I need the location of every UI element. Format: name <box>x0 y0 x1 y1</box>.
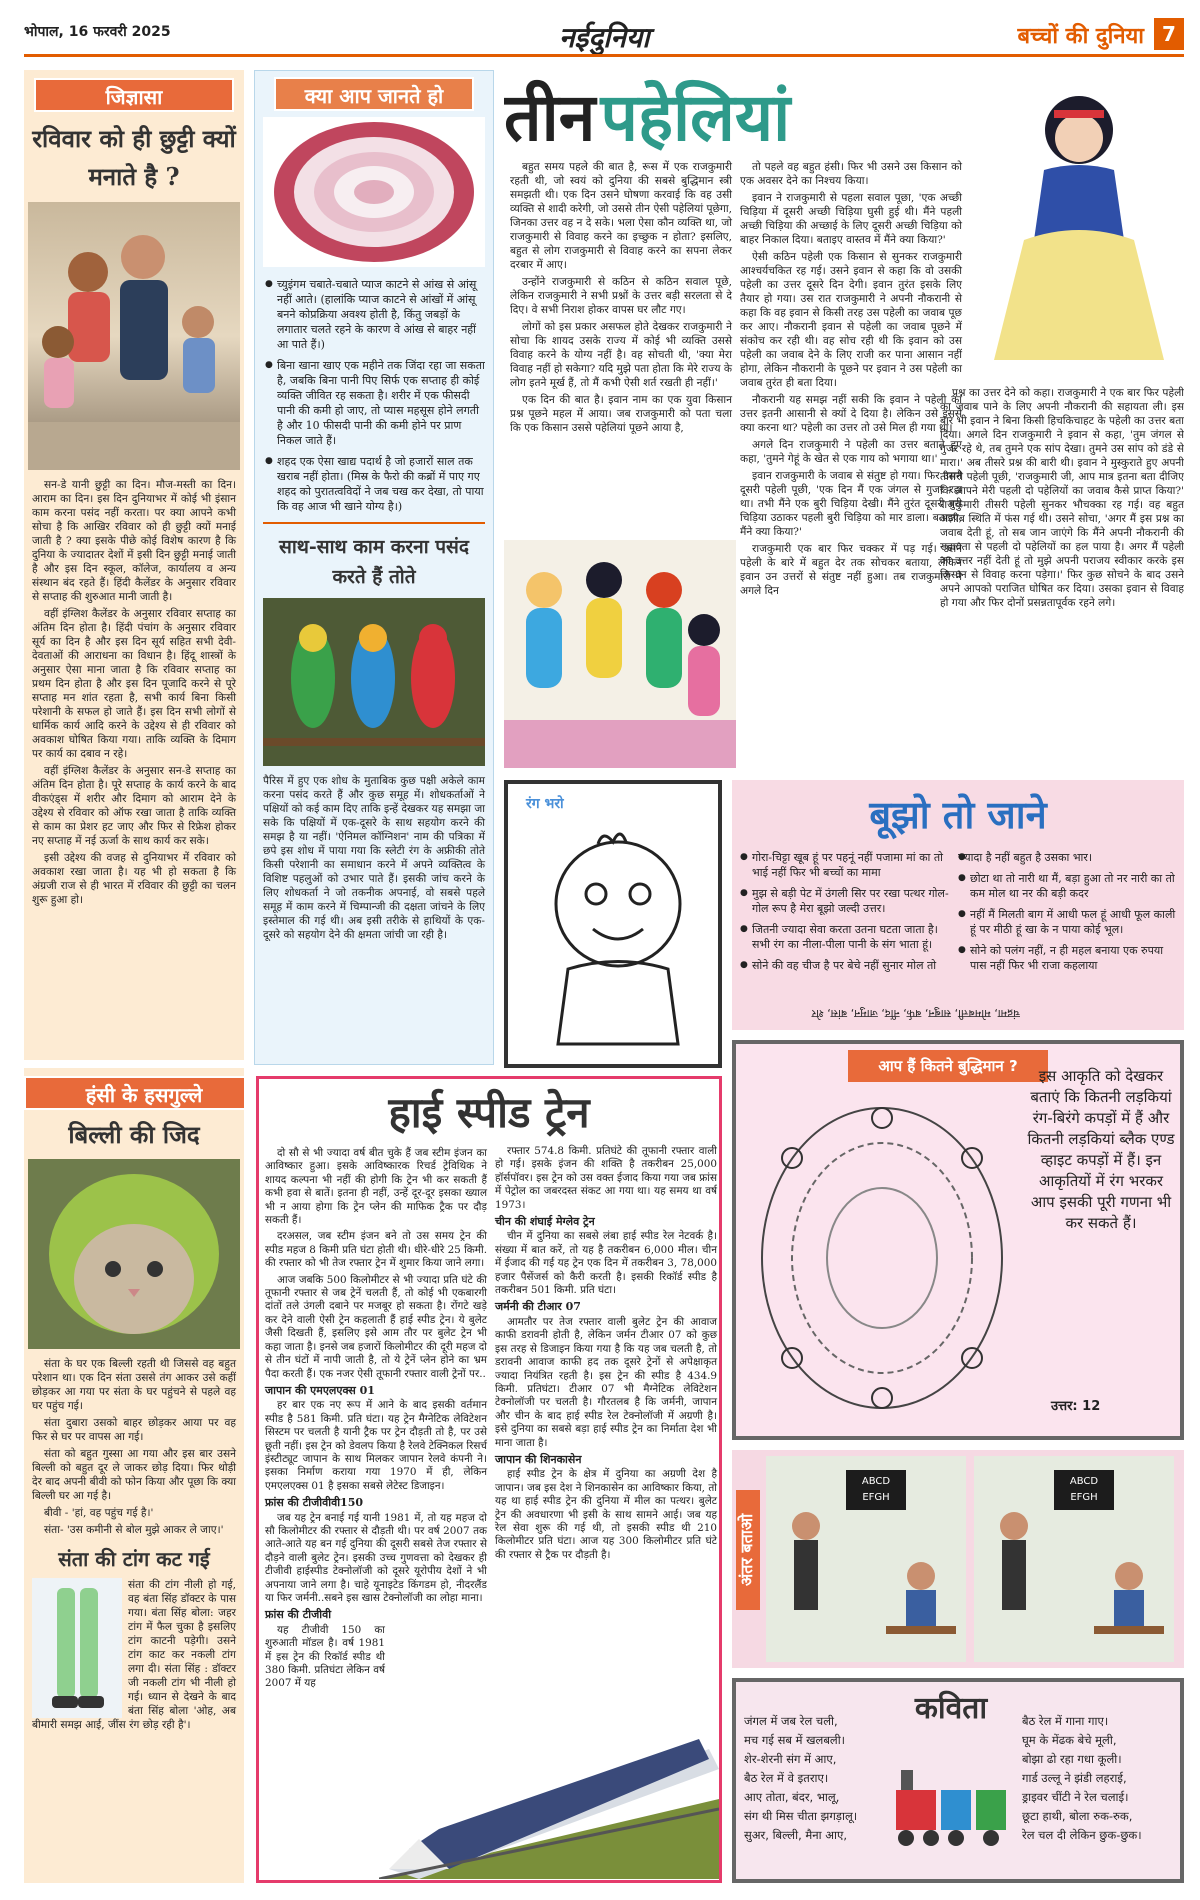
poem-line: घूम के मेंढक बेचे मूली, <box>1022 1733 1117 1747</box>
train-subhead: चीन की शंघाई मेग्लेव ट्रेन <box>495 1215 595 1229</box>
parrot-title: साथ-साथ काम करना पसंद करते हैं तोते <box>279 536 469 588</box>
riddle-item: ● नहीं मैं मिलती बाग में आधी फल हूं आधी फूल काली हूं पर मीठी हूं खा के न पाया कोई भूल। <box>958 907 1176 937</box>
teen-para: ऐसी कठिन पहेली एक किसान से सुनकर राजकुमारी आश्चर्यचकित रह गई। उसने इवान से कहा कि वो उसकी पहेली का उत्तर दूसरे दिन देगी। इवान तुरंत इसके लिए तैयार हो गया। उस रात राजकुमारी ने अपनी नौकरानी से कहा कि वह इवान से किसी तरह उस पहेली का जवाब पूछ कर आए। नौकरानी इवान से पहेली का जवाब पूछने में संकोच कर रही थी। वह सोच रही थी कि इवान को उस पहेली का जवाब देने के लिए राजी कर पाना आसान नहीं होगा, लेकिन नौकरानी के पूछने पर इवान ने उस पहेली का जवाब तुरंत ही बता दिया। <box>740 251 962 389</box>
hasi-tag: हंसी के हसगुल्ले <box>24 1076 244 1110</box>
kavita-title: कविता <box>914 1691 988 1726</box>
jigyasa-title: रविवार को ही छुट्टी क्यों मनाते है ? <box>32 124 236 191</box>
section-title: बच्चों की दुनिया <box>1017 24 1144 49</box>
onion-photo <box>263 117 485 267</box>
riddles-left <box>740 850 952 979</box>
fact-item: ● च्युइंगम चबाते-चबाते प्याज काटने से आंख से आंसू नहीं आते। (हालांकि प्याज काटने से आंखों में आंसू बनने कोप्रक्रिया अवश्य होती है, किंतु जबड़ों के लगातार चलते रहने के कारण वे आंख से बाहर नहीं आ पाते हैं।) <box>265 277 485 352</box>
riddles-right <box>958 850 1176 979</box>
buddhiman-panel <box>732 1040 1184 1440</box>
poem-line: बैठ रेल में वे इतराए। <box>744 1771 829 1785</box>
train-para: दरअसल, जब स्टीम इंजन बने तो उस समय ट्रेन की स्पीड महज 8 किमी प्रति घंटा होती थी। धीरे-धीरे 25 किमी. की रफ्तार को भी तेज रफ्तार ट्रेन में शुमार किया जाने लगा। <box>265 1230 487 1270</box>
train-title: हाई स्पीड ट्रेन <box>388 1088 590 1137</box>
teen-title-b: पहेलियां <box>600 78 791 156</box>
kya-aap-jante-panel <box>254 70 494 1065</box>
girls-puzzle-icon <box>742 1088 1022 1428</box>
hasi-story <box>24 1349 244 1537</box>
teen-para: नौकरानी यह समझ नहीं सकी कि इवान ने पहेली का उत्तर इतनी आसानी से क्यों दे दिया है। लेकिन उसे इससे क्या करना था? पहेली का उत्तर तो उसे मिल ही गया था। <box>740 394 962 434</box>
bullet-train-icon <box>379 1679 719 1879</box>
teen-para: उन्होंने राजकुमारी से कठिन से कठिन सवाल पूछे, लेकिन राजकुमारी ने सभी प्रश्नों के उत्तर बड़ी सरलता से दे दिए। वे सभी निराश होकर वापस घर लौट गए। <box>510 276 732 316</box>
snow-white-illustration <box>974 70 1184 380</box>
hasi-para: बीवी - 'हां, वह पहुंच गई है।' <box>44 1507 154 1519</box>
jigyasa-tag: जिज्ञासा <box>34 78 234 112</box>
train-para: जब यह ट्रेन बनाई गई यानी 1981 में, तो यह महज दो सौ किलोमीटर की रफ्तार से दौड़ती थी। पर वर्ष 2007 तक आते-आते यह बन गई दुनिया की दूसरी सबसे तेज रफ्तार से दौड़ने वाली बुलेट ट्रेन। इसकी उच्च गुणवत्ता को देखकर ही टीजीवी हाईस्पीड टेक्नोलॉजी को दूसरे यूरोपीय देशों ने भी अपनाया जाने लगा है। चाहे यूनाइटेड किंगडम हो, नीदरलैंड या फिर जर्मनी..सबने इस खास टेक्नोलॉजी का लोहा माना। <box>265 1511 487 1604</box>
board-line: ABCD <box>861 1476 891 1487</box>
jigyasa-para: सन-डे यानी छुट्टी का दिन। मौज-मस्ती का दिन। आराम का दिन। इस दिन दुनियाभर में कोई भी इंसान काम करना पसंद नहीं करता। पर क्या आपने कभी सोचा है कि आखिर रविवार को ही छुट्टी क्यों मनाई जाती है ? क्या इसके पीछे कोई विशेष कारण है कि दुनिया के ज्यादातर देशों में इसी दिन छुट्टी मनाई जाती है और इस दिन स्कूल, कॉलेज, कार्यालय व अन्य संस्थान बंद रहते हैं। हिंदी कैलेंडर के अनुसार रविवार से सप्ताह की शुरुआत मानी जाती है। <box>32 479 236 603</box>
header-rule <box>24 54 1184 57</box>
poem-line: सुअर, बिल्ली, मैना आए, <box>744 1828 848 1842</box>
parrot-icon <box>263 598 485 766</box>
train-subhead: जापान की एमएलएक्स 01 <box>265 1383 375 1397</box>
teen-title <box>504 70 924 156</box>
teen-para: एक दिन की बात है। इवान नाम का एक युवा किसान प्रश्न पूछने महल में आया। जब राजकुमारी को पता चला कि एक किसान उससे पहेलियां पूछने आया है, <box>510 394 732 434</box>
teen-col-3 <box>940 386 1184 613</box>
hasi-para: संता को बहुत गुस्सा आ गया और इस बार उसने बिल्ली को बहुत दूर ले जाकर छोड़ दिया। फिर थोड़ी देर बाद अपनी बीवी को फोन किया और पूछा कि क्या बिल्ली घर आ गई है। <box>32 1448 236 1502</box>
teen-para: बहुत समय पहले की बात है, रूस में एक राजकुमारी रहती थी, जो स्वयं को दुनिया की सबसे बुद्धिमान स्त्री समझती थी। एक दिन उसने घोषणा करवाई कि वह उसी व्यक्ति से शादी करेगी, जो उससे तीन ऐसी पहेलियां पूछेगा, जिनका उत्तर वह न दे सके। भला ऐसा कौन व्यक्ति था, जो राजकुमारी से विवाह करने का इच्छुक न होता? इसलिए, बहुत से लोग राजकुमारी से विवाह करने का सपना लेकर दरबार में आए। <box>510 161 732 271</box>
poem-line: गार्ड उल्लू ने झंडी लहराई, <box>1022 1771 1127 1785</box>
bujho-title: बूझो तो जाने <box>869 792 1047 837</box>
classroom-illustration-1 <box>766 1456 966 1662</box>
blackboard <box>846 1470 906 1510</box>
train-subhead: फ्रांस की टीजीवीवी150 <box>265 1496 364 1510</box>
hasi-title: बिल्ली की जिद <box>68 1120 200 1149</box>
hasi-title-2: संता की टांग कट गई <box>58 1547 210 1571</box>
train-para: हाई स्पीड ट्रेन के क्षेत्र में दुनिया का अग्रणी देश है जापान। जब इस देश ने शिनकासेन का आविष्कार किया, तो यह था हाई स्पीड ट्रेन की दुनिया में मील का पत्थर। बुलेट ट्रेन की अवधारणा भी इसी के साथ सामने आई। जब यह रेल सेवा शुरू की गई थी, तो इसकी स्पीड थी 210 किलोमीटर प्रति घंटा। आज यह 300 किलोमीटर प्रति घंटे की रफ्तार से ट्रैक पर दौड़ती है। <box>495 1468 717 1561</box>
cat-photo <box>28 1159 240 1349</box>
hasi-para: संता- 'उस कमीनी से बोल मुझे आकर ले जाए।' <box>44 1524 224 1536</box>
train-para: रफ्तार 574.8 किमी. प्रतिघंटे की तूफानी रफ्तार वाली हो गई। इसके इंजन की शक्ति है तकरीबन 25,000 हॉर्सपॉवर। इस ट्रेन को उस वक्त ईजाद किया गया जब फ्रांस में पेट्रोल का जबरदस्त संकट आ गया था। यह समय था वर्ष 1973। <box>495 1145 717 1211</box>
train-para: यह टीजीवी 150 का शुरुआती मॉडल है। वर्ष 1981 में इस ट्रेन की रिकॉर्ड स्पीड थी 380 किमी. प्रतिघंटा लेकिन वर्ष 2007 में यह <box>265 1623 385 1690</box>
poem-line: संग थी मिस चीता झगड़ालू। <box>744 1809 858 1823</box>
rang-bharo-label: रंग भरो <box>526 796 564 812</box>
rang-bharo-panel <box>504 780 722 1068</box>
teen-title-a: तीन <box>504 78 596 156</box>
jigyasa-para: वहीं इंग्लिश कैलेंडर के अनुसार रविवार सप्ताह का अंतिम दिन होता है। हिंदी पंचांग के अनुसार रविवार सूर्य का दिन है और इस दिन सूर्य सहित सभी देवी-देवताओं की आराधना का विधान है। हिंदू शास्त्रों के अनुसार ऐसा माना जाता है कि रविवार सप्ताह का प्रथम दिन होता है और इस दिन पूजादि करने से पूरे सप्ताह मन शांत रहता है, सभी कार्य बिना किसी परेशानी के सफल हो जाते हैं। इस दिन सभी लोगों से धार्मिक कार्य आदि करने के उद्देश्य से ही रविवार को अवकाश घोषित किया गया। ताकि व्यक्ति के दिमाग पर कार्य का दबाव न रहे। <box>32 608 236 760</box>
coloring-baby-icon <box>508 784 718 1064</box>
board-line: EFGH <box>1070 1492 1098 1503</box>
poem-line: ड्राइवर चींटी ने रेल चलाई। <box>1022 1790 1129 1804</box>
teen-paheliyan-panel <box>504 70 1184 770</box>
train-para: आज जबकि 500 किलोमीटर से भी ज्यादा प्रति घंटे की तूफानी रफ्तार से जब ट्रेनें चलती हैं, तो कोई भी एकबारगी दांतों तले उंगली दबाने पर मजबूर हो सकता है। रोंगटे खड़े कर देने वाली ऐसी ट्रेन कहलाती हैं हाई स्पीड ट्रेन। ये बुलेट जैसी दिखती हैं, इसलिए इसे आम तौर पर बुलेट ट्रेन भी कहा जाता है। इनसे जब हजारों किलोमीटर की दूरी महज दो से तीन घंटों में नापी जाती है, तो ये ट्रेनें प्लेन होने का भ्रम पैदा करती हैं। एक नजर ऐसी तूफानी रफ्तार वाली ट्रेनों पर.. <box>265 1273 487 1380</box>
teen-para: अगले दिन राजकुमारी ने पहेली का उत्तर बताते हुए कहा, 'तुमने गेहूं के खेत से एक गाय को भगाया था।' <box>740 439 962 465</box>
train-para: चीन में दुनिया का सबसे लंबा हाई स्पीड रेल नेटवर्क है। संख्या में बात करें, तो यह है तकरीबन 6,000 मील। चीन में ईजाद की गई यह ट्रेन एक दिन में तकरीबन 3, 78,000 हजार पैसेंजर्स को कैरी करती है। इसकी रिकॉर्ड स्पीड है तकरीबन 501 किमी. प्रति घंटा। <box>495 1230 717 1297</box>
buddhiman-answer: उत्तर: 12 <box>1051 1399 1101 1414</box>
train-subhead: जापान की शिनकासेन <box>495 1452 582 1466</box>
train-col-2 <box>495 1145 717 1565</box>
family-illustration-icon <box>28 202 240 470</box>
riddle-item: ● मुझ से बड़ी पेट में उंगली सिर पर रखा पत्थर गोल-गोल रूप है मेरा बूझो जल्दी उत्तर। <box>740 886 952 916</box>
hasi-panel <box>24 1068 244 1883</box>
riddle-item: ● गोरा-चिट्टा खूब हूं पर पहनूं नहीं पजामा मां का तो भाई नहीं फिर भी बच्चों का मामा <box>740 850 952 880</box>
poem-line: मच गई सब में खलबली। <box>744 1733 846 1747</box>
poem-line: बैठ रेल में गाना गाए। <box>1022 1714 1109 1728</box>
leg-icon <box>32 1578 122 1718</box>
family-photo <box>28 202 240 470</box>
buddhiman-question: इस आकृति को देखकर बताएं कि कितनी लड़कियां रंग-बिरंगे कपड़ों में हैं और कितनी लड़कियां ब्लैक एण्ड व्हाइट कपड़ों में हैं। इन आकृतियों में रंग भरकर आप इसकी पूरी गणना भी कर सकते हैं। <box>1027 1067 1175 1232</box>
poem-line: आए तोता, बंदर, भालू, <box>744 1790 840 1804</box>
princesses-illustration <box>504 540 736 768</box>
teen-para: इवान राजकुमारी के जवाब से संतुष्ट हो गया। फिर उसने दूसरी पहेली पूछी, 'एक दिन मैं एक जंगल से गुजर रहा था। तभी मैंने एक बुरी चिड़िया देखी। मैंने तुरंत दूसरी बुरी चिड़िया उठाकर पहली बुरी चिड़िया को मार डाला। बताइए, मैंने क्या किया?' <box>740 470 962 538</box>
jigyasa-para: इसी उद्देश्य की वजह से दुनियाभर में रविवार को अवकाश रखा जाता है। यह भी हो सकता है कि अंग्रजी राज से ही भारत में रविवार की छुट्टी का चलन शुरू हुआ हो। <box>32 852 236 906</box>
poem-line: रेल चल दी लेकिन छुक-छुक। <box>1022 1828 1142 1842</box>
riddle-item: ● छोटा था तो नारी था मैं, बड़ा हुआ तो नर नारी का तो कम मोल था नर की बड़ी कदर <box>958 871 1176 901</box>
blackboard <box>1054 1470 1114 1510</box>
high-speed-train-panel <box>256 1076 722 1883</box>
jungle-train-icon <box>886 1730 1016 1870</box>
jigyasa-article <box>24 470 244 907</box>
teen-para: इवान ने राजकुमारी से पहला सवाल पूछा, 'एक अच्छी चिड़िया में दूसरी अच्छी चिड़िया घुसी हुई थी। मैंने पहली अच्छी चिड़िया की अच्छाई के लिए दूसरी अच्छी चिड़िया को बाहर निकाल दिया। बताइए वास्तव में मैंने क्या किया?' <box>740 192 962 246</box>
riddle-item: ● सोने को पलंग नहीं, न ही महल बनाया एक रुपया पास नहीं फिर भी राजा कहलाया <box>958 943 1176 973</box>
riddle-item: ● ज्यादा है नहीं बहुत है उसका भार। <box>958 850 1176 865</box>
jigyasa-para: वहीं इंग्लिश कैलेंडर के अनुसार सन-डे सप्ताह का अंतिम दिन होता है। पूरे सप्ताह के कार्य करने के बाद वीकएंड्स में शरीर और दिमाग को आराम देने के उद्देश्य से रविवार को ऑफ रखा जाता है ताकि व्यक्ति से काम का प्रेशर हट जाए और फिर से रिफ्रेश होकर नए सप्ताह में नई ऊर्जा के साथ कार्य कर सके। <box>32 765 236 847</box>
riddle-item: ● जितनी ज्यादा सेवा करता उतना घटता जाता है। सभी रंग का नीला-पीला पानी के संग भाता हूं। <box>740 922 952 952</box>
buddhiman-tag: आप हैं कितने बुद्धिमान ? <box>848 1050 1048 1082</box>
poem-line: जंगल में जब रेल चली, <box>744 1714 838 1728</box>
antar-batao-label: अंतर बताओ <box>736 1490 760 1610</box>
poem-line: शेर-शेरनी संग में आए, <box>744 1752 837 1766</box>
kavita-left <box>744 1712 884 1845</box>
train-para: आमतौर पर तेज रफ्तार वाली बुलेट ट्रेन की आवाज काफी डरावनी होती है, लेकिन जर्मन टीआर 07 को कुछ इस तरह से डिजाइन किया गया है कि यह जब चलती है, तो डरावनी आवाज काफी हद तक दूसरे ट्रेनों से अपेक्षाकृत ज्यादा नियंत्रित रहती है। इस ट्रेन की स्पीड है 434.9 किमी. प्रतिघंटा। टीआर 07 भी मैग्नेटिक लेविटेशन टेक्नोलॉजी पर चलती है। गौरतलब है कि जर्मनी, जापान और चीन के बाद हाई स्पीड रेल टेक्नोलॉजी में अग्रणी है। इसे दुनिया का सबसे बड़ा हाई स्पीड ट्रेन का निर्माता देश भी माना जाता है। <box>495 1315 717 1449</box>
kavita-right <box>1022 1712 1180 1845</box>
teen-para: लोगों को इस प्रकार असफल होते देखकर राजकुमारी ने सोचा कि शायद उसके राज्य में कोई भी व्यक्ति उससे विवाह करने के योग्य नहीं है। वह सोचती थी, 'क्या मेरा विवाह नहीं हो सकेगा? यदि मुझे पता होता कि मेरे राज्य के लोग इतने मूर्ख हैं, तो मैं कभी ऐसी शर्त रखती ही नहीं।' <box>510 321 733 389</box>
princess-icon <box>974 70 1184 380</box>
board-line: ABCD <box>1069 1476 1099 1487</box>
hasi-para: संता दुबारा उसको बाहर छोड़कर आया पर वह फिर से घर पर वापस आ गई। <box>32 1417 236 1443</box>
hasi-story-2-block <box>24 1578 244 1732</box>
page-header <box>24 18 1184 54</box>
classroom-illustration-2 <box>974 1456 1174 1662</box>
fact-item: ● बिना खाना खाए एक महीने तक जिंदा रहा जा सकता है, जबकि बिना पानी पिए सिर्फ एक सप्ताह ही कोई व्यक्ति जीवित रह सकता है। शरीर में एक फीसदी पानी की कमी हो जाए, तो प्यास महसूस होने लगती है और 10 फीसदी पानी की कमी होने पर प्राण निकल जाते हैं। <box>265 358 485 448</box>
board-line: EFGH <box>862 1492 890 1503</box>
princesses-icon <box>504 540 736 768</box>
jigyasa-panel <box>24 70 244 1060</box>
kya-tag: क्या आप जानते हो <box>274 77 474 111</box>
riddle-answers: चंद्रमा, मोमबत्ती, साबुन, बर्फ, नींद, जामुन, बांस, शेर <box>811 1007 1020 1020</box>
legs-photo <box>32 1578 122 1718</box>
hasi-story-2: संता की टांग नीली हो गई, वह बंता सिंह डॉक्टर के पास गया। बंता सिंह बोला: जहर टांग में फैल चुका है इसलिए टांग काटनी पड़ेगी। उसने टांग काट कर नकली टांग लगा दी। संता सिंह : डॉक्टर जी नकली टांग भी नीली हो गई। ध्यान से देखने के बाद बंता सिंह बोला 'ओह, अब बीमारी समझ आई, जींस रंग छोड़ रही है'। <box>32 1579 236 1731</box>
kavita-panel <box>732 1678 1184 1883</box>
parrot-story: पैरिस में हुए एक शोध के मुताबिक कुछ पक्षी अकेले काम करना पसंद करते हैं और कुछ समूह में। शोधकर्ताओं ने पक्षियों को कई काम दिए ताकि इन्हें देखकर यह समझा जा सके कि पक्षियों में एक-दूसरे के साथ सहयोग करने की समझ है या नहीं। 'ऐनिमल कॉग्निशन' नाम की पत्रिका में छपे इस शोध में पाया गया कि स्लेटी रंग के अफ्रीकी तोते किसी परेशानी का समाधान करने में अपने व्यक्तित्व के विशिष्ट पहलुओं को उभार पाते हैं। इसकी जांच करने के लिए शोधकर्ता ने जो तकनीक अपनाई, वो सबसे पहले समूह में काम करने में चिम्पान्जी की दक्षता जांचने के लिए इस्तेमाल की गई थी। अब इसी तरीके से हाथियों के एक-दूसरे को सहयोग देने की क्षमता जांची जा रही है। <box>263 775 485 941</box>
antar-batao-panel <box>732 1450 1184 1668</box>
train-subhead: फ्रांस की टीजीवी <box>265 1608 332 1622</box>
cat-icon <box>28 1159 240 1349</box>
onion-icon <box>263 117 485 267</box>
teen-col-2 <box>740 160 962 601</box>
fact-item: ● शहद एक ऐसा खाद्य पदार्थ है जो हजारों साल तक खराब नहीं होता। (मिस्र के फैरो की कब्रों में पाए गए शहद को पुरातत्वविदों ने जब चख कर देखा, तो पाया कि वह आज भी खाने योग्य है।) <box>265 454 485 514</box>
teen-para: प्रश्न का उत्तर देने को कहा। राजकुमारी ने एक बार फिर पहेली का जवाब पाने के लिए अपनी नौकरानी की सहायता ली। इस बार भी इवान ने बिना किसी हिचकिचाहट के पहेली का उत्तर बता दिया। अगले दिन राजकुमारी ने इवान से कहा, 'तुम जंगल से गुजर रहे थे, तब तुमने एक सांप देखा। तुमने उस सांप को डंडे से मारा।' अब तीसरे प्रश्न की बारी थी। इवान ने मुस्कुराते हुए अपनी तीसरी पहेली पूछी, 'राजकुमारी जी, आप मात्र इतना बता दीजिए कि आपने मेरी पहली दो पहेलियों का जवाब कैसे प्राप्त किया?' राजकुमारी तीसरी पहेली सुनकर भौचक्का रह गई। वह बहुत अजीब स्थिति में फंस गई थी। उसने सोचा, 'अगर मैं इस प्रश्न का जवाब देती हूं, तो सब जान जाएंगे कि मैंने अपनी नौकरानी की सहायता से पहली दो पहेलियों का हल पाया है। अगर मैं पहेली का उत्तर नहीं देती हूं तो मुझे अपनी पराजय स्वीकार करके इस किसान से विवाह करना पड़ेगा।' फिर कुछ सोचने के बाद उसने अपने आपको पराजित घोषित कर दिया। उसका इवान से विवाह हो गया और फिर दोनों प्रसन्नतापूर्वक रहने लगे। <box>940 387 1184 609</box>
facts-list <box>255 273 493 514</box>
train-para: हर बार एक नए रूप में आने के बाद इसकी वर्तमान स्पीड है 581 किमी. प्रति घंटा। यह ट्रेन मैग्नेटिक लेविटेशन सिस्टम पर चलती है यानी ट्रैक पर ट्रेन दौड़ती तो है, पर उसे छूती नहीं। इस ट्रेन को डेवलप किया है रेलवे टेक्निकल रिसर्च इंस्टीट्यूट जापान के साथ मिलकर जापान रेलवे कंपनी ने। इसका निर्माण कराया गया 1970 में ही, लेकिन एमएलएक्स 01 है इसका सबसे लेटेस्ट डिजाइन। <box>265 1399 487 1492</box>
train-subhead: जर्मनी की टीआर 07 <box>495 1300 581 1314</box>
page-number: 7 <box>1154 18 1184 50</box>
parrots-photo <box>263 598 485 766</box>
train-col-1 <box>265 1145 487 1694</box>
riddle-item: ● सोने की वह चीज है पर बेचे नहीं सुनार मोल तो <box>740 958 952 973</box>
teen-para: राजकुमारी एक बार फिर चक्कर में पड़ गई। उसने पहेली के बारे में बहुत देर तक सोचकर बताया, लेकिन इवान उन उत्तरों से संतुष्ट नहीं हुआ। तब राजकुमारी ने अगले दिन <box>740 543 962 597</box>
bujho-to-jane-panel <box>732 780 1184 1030</box>
train-para: दो सौ से भी ज्यादा वर्ष बीत चुके हैं जब स्टीम इंजन का आविष्कार हुआ। इसके आविष्कारक रिचर्ड ट्रेविथिक ने शायद कल्पना भी नहीं की होगी कि ट्रेन भी कर सकती हैं कभी हवा से बातें। इतना ही नहीं, उन्हें दूर-दूर इसका ख्याल भी न आया होगा कि ट्रेन प्लेन की माफिक ट्रैक पर दौड़ सकती हैं। <box>265 1147 487 1227</box>
edition-date: भोपाल, 16 फरवरी 2025 <box>24 24 171 40</box>
poem-line: बोझा ढो रहा गधा कूली। <box>1022 1752 1122 1766</box>
hasi-para: संता के घर एक बिल्ली रहती थी जिससे वह बहुत परेशान था। एक दिन संता उससे तंग आकर उसे कहीं छोड़कर आ गया पर संता के घर पहुंचने से पहले वह घर पहुंच गई। <box>32 1358 236 1412</box>
teen-col-1 <box>510 160 732 438</box>
poem-line: छूटा हाथी, बोला रुक-रुक, <box>1022 1809 1133 1823</box>
divider <box>263 522 485 524</box>
newspaper-logo: नईदुनिया <box>559 21 650 54</box>
teen-para: तो पहले वह बहुत हंसी। फिर भी उसने उस किसान को एक अवसर देने का निश्चय किया। <box>740 161 962 187</box>
